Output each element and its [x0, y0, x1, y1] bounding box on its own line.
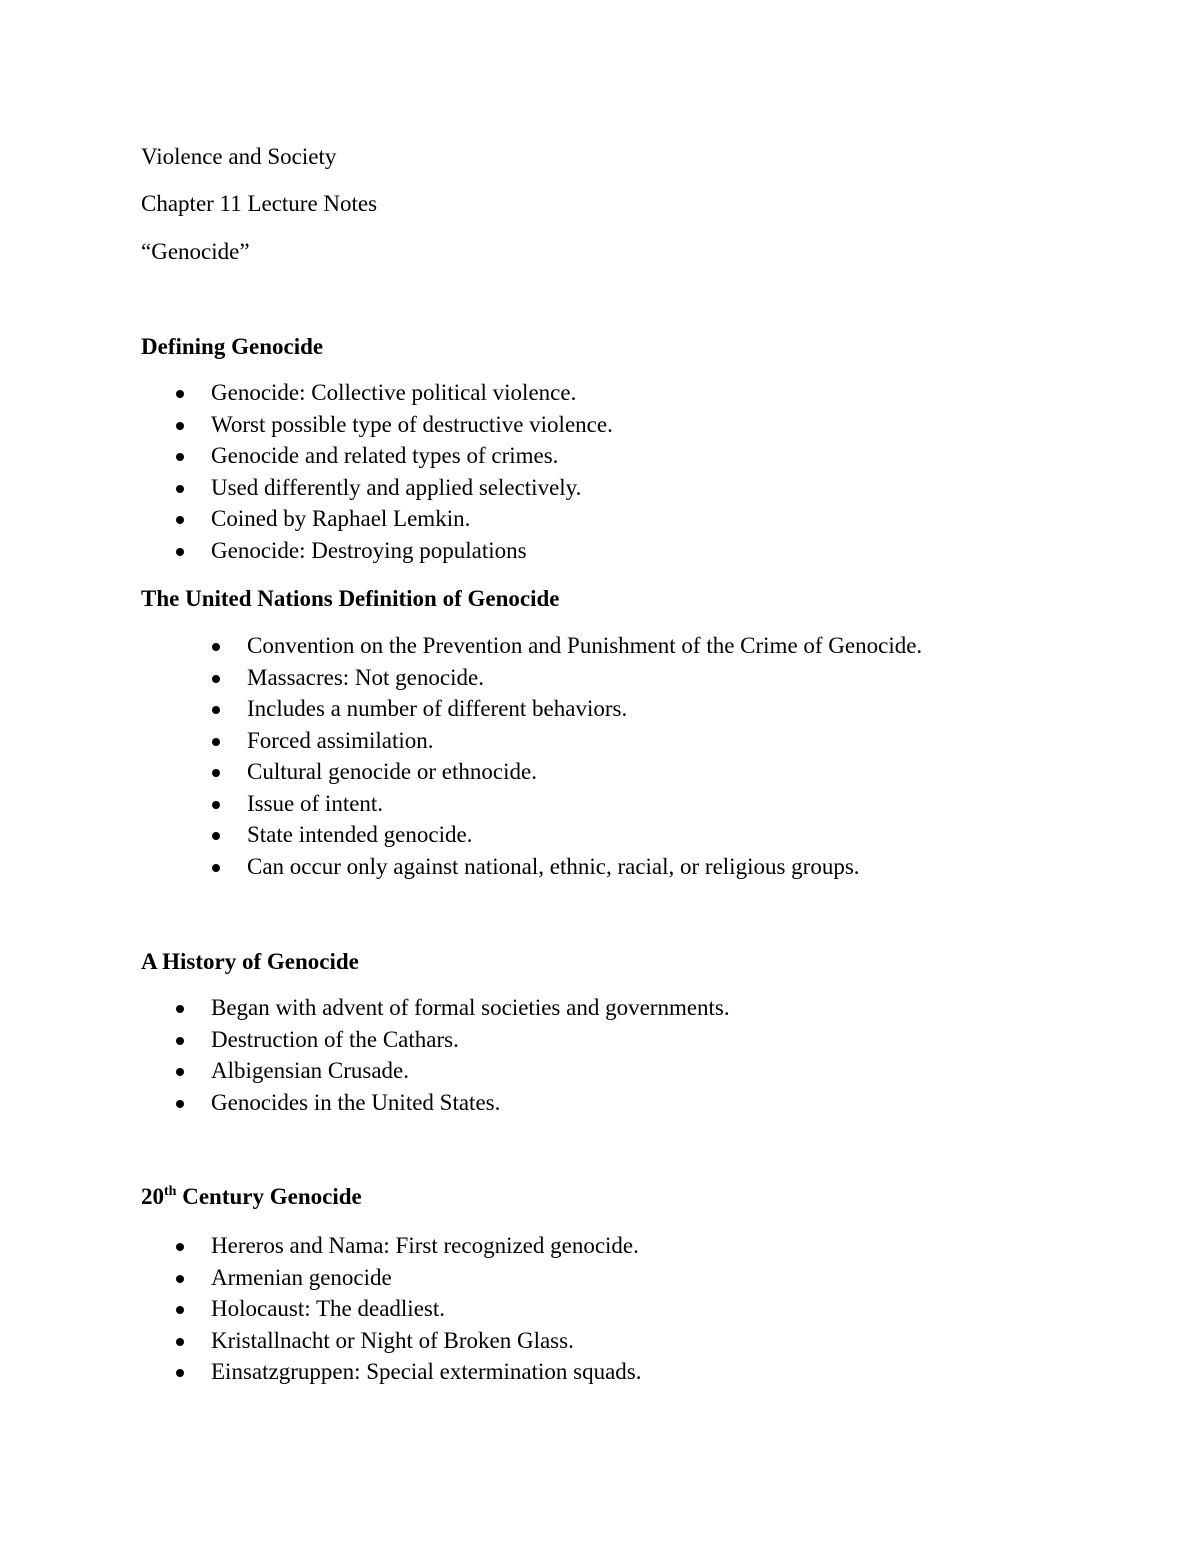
bullet-icon	[212, 643, 220, 651]
list-item: Genocide: Collective political violence.	[211, 379, 613, 411]
bullet-icon	[212, 832, 220, 840]
list-item: Genocide: Destroying populations	[211, 537, 613, 569]
list-item: Einsatzgruppen: Special extermination squads.	[211, 1358, 642, 1390]
section-heading-un-definition: The United Nations Definition of Genocide	[141, 586, 560, 611]
defining-genocide-list	[211, 379, 613, 568]
list-item: Genocides in the United States.	[211, 1089, 730, 1121]
list-item: Can occur only against national, ethnic, racial, or religious groups.	[247, 853, 922, 885]
bullet-icon	[212, 706, 220, 714]
bullet-icon	[212, 675, 220, 683]
bullet-icon	[176, 1100, 184, 1108]
un-definition-list	[247, 632, 922, 884]
list-item: Massacres: Not genocide.	[247, 664, 922, 696]
bullet-icon	[176, 453, 184, 461]
list-item: Hereros and Nama: First recognized genocide.	[211, 1232, 642, 1264]
section-heading-20th-century: 20th Century Genocide	[141, 1184, 362, 1209]
list-item: Coined by Raphael Lemkin.	[211, 505, 613, 537]
bullet-icon	[212, 801, 220, 809]
history-list	[211, 994, 730, 1120]
list-item: Began with advent of formal societies and governments.	[211, 994, 730, 1026]
list-item: Holocaust: The deadliest.	[211, 1295, 642, 1327]
list-item: Forced assimilation.	[247, 727, 922, 759]
list-item: Albigensian Crusade.	[211, 1057, 730, 1089]
bullet-icon	[176, 1306, 184, 1314]
course-title: Violence and Society	[141, 144, 337, 169]
bullet-icon	[176, 1275, 184, 1283]
bullet-icon	[212, 864, 220, 872]
bullet-icon	[176, 1243, 184, 1251]
list-item: Worst possible type of destructive violence.	[211, 411, 613, 443]
bullet-icon	[176, 1005, 184, 1013]
list-item: Destruction of the Cathars.	[211, 1026, 730, 1058]
bullet-icon	[176, 390, 184, 398]
topic-title: “Genocide”	[141, 239, 250, 264]
list-item: Armenian genocide	[211, 1264, 642, 1296]
section-heading-history: A History of Genocide	[141, 949, 359, 974]
bullet-icon	[176, 516, 184, 524]
bullet-icon	[176, 485, 184, 493]
list-item: State intended genocide.	[247, 821, 922, 853]
20th-century-list	[211, 1232, 642, 1390]
bullet-icon	[176, 422, 184, 430]
bullet-icon	[176, 1037, 184, 1045]
bullet-icon	[176, 1338, 184, 1346]
list-item: Issue of intent.	[247, 790, 922, 822]
bullet-icon	[176, 548, 184, 556]
list-item: Convention on the Prevention and Punishment of the Crime of Genocide.	[247, 632, 922, 664]
list-item: Cultural genocide or ethnocide.	[247, 758, 922, 790]
list-item: Includes a number of different behaviors.	[247, 695, 922, 727]
list-item: Used differently and applied selectively.	[211, 474, 613, 506]
bullet-icon	[176, 1369, 184, 1377]
chapter-title: Chapter 11 Lecture Notes	[141, 191, 378, 216]
bullet-icon	[176, 1068, 184, 1076]
list-item: Kristallnacht or Night of Broken Glass.	[211, 1327, 642, 1359]
section-heading-defining-genocide: Defining Genocide	[141, 334, 324, 359]
bullet-icon	[212, 738, 220, 746]
list-item: Genocide and related types of crimes.	[211, 442, 613, 474]
bullet-icon	[212, 769, 220, 777]
